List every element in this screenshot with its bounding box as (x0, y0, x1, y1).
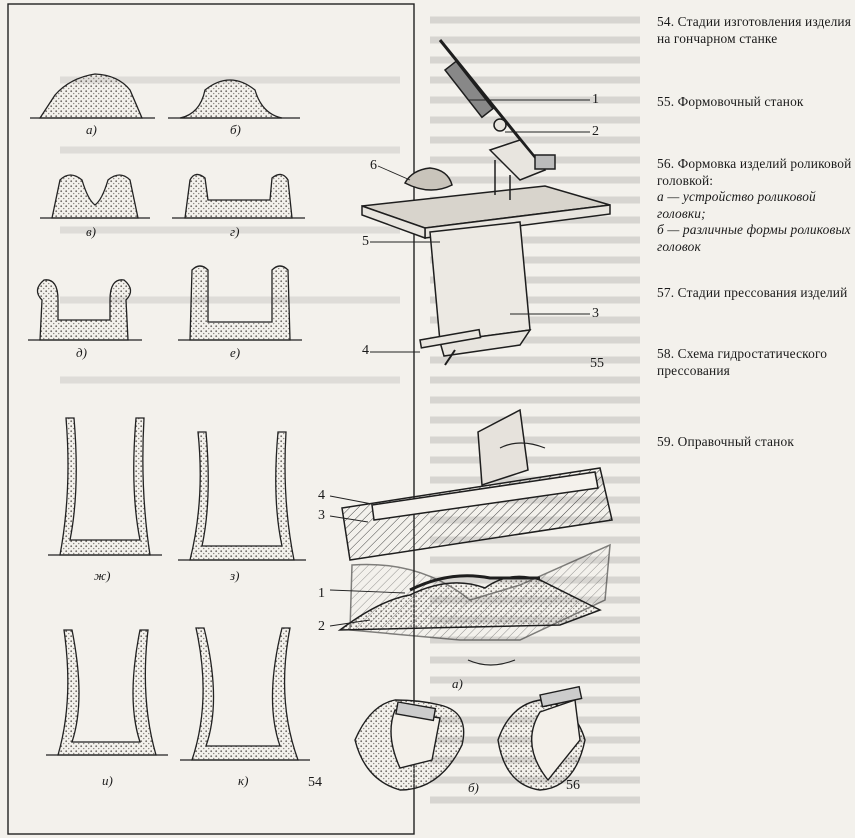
fig56-roller-head (340, 410, 612, 640)
fig54-stage-i (46, 630, 168, 755)
fig54-label-c: в) (86, 224, 96, 239)
fig56-part-4: 4 (318, 488, 325, 503)
caption-56-b: б — различные формы роликовых головок (657, 222, 851, 254)
fig54-number: 54 (308, 775, 322, 790)
fig56-label-a: а) (452, 676, 463, 691)
fig55-part-2: 2 (592, 124, 599, 139)
fig54-label-g: ж) (94, 568, 111, 583)
caption-56 (657, 156, 853, 256)
fig56-label-b: б) (468, 780, 479, 795)
fig54-label-d: г) (230, 224, 240, 239)
fig56-part-3: 3 (318, 508, 325, 523)
fig54-stage-b (168, 80, 300, 118)
background-text-lines (60, 20, 640, 800)
fig55-machine (362, 40, 610, 365)
fig54-stage-h (178, 432, 306, 560)
fig54-label-b: б) (230, 122, 241, 137)
fig54-label-k: к) (238, 773, 249, 788)
caption-58: 58. Схема гидростатического прессования (657, 346, 828, 378)
fig55-part-5: 5 (362, 234, 369, 249)
fig54-stage-d (172, 174, 305, 218)
fig54-label-f: е) (230, 345, 241, 360)
fig54-label-h: з) (230, 568, 240, 583)
fig56-part-1: 1 (318, 586, 325, 601)
caption-55: 55. Формовочный станок (657, 94, 804, 109)
fig55-part-6: 6 (370, 158, 377, 173)
caption-59: 59. Оправочный станок (657, 434, 794, 449)
fig55-part-1: 1 (592, 92, 599, 107)
fig55-number: 55 (590, 356, 604, 371)
fig54-stage-k (180, 628, 310, 760)
fig54-label-a: а) (86, 122, 97, 137)
caption-54: 54. Стадии изготовления изделия на гончарном станке (657, 14, 852, 46)
caption-56-a: а — устройство роликовой головки; (657, 189, 816, 221)
fig54-stage-e (28, 280, 142, 340)
fig55-part-3: 3 (592, 306, 599, 321)
fig54-label-e: д) (76, 345, 87, 360)
fig54-label-i: и) (102, 773, 113, 788)
fig54-stage-c (40, 175, 150, 218)
fig55-part-4: 4 (362, 343, 369, 358)
caption-56-title: 56. Формовка изделий роликовой головкой: (657, 156, 852, 188)
fig56-part-2: 2 (318, 619, 325, 634)
caption-57: 57. Стадии прессования изделий (657, 285, 848, 300)
fig56-number: 56 (566, 778, 580, 793)
fig54-stage-g (48, 418, 162, 555)
